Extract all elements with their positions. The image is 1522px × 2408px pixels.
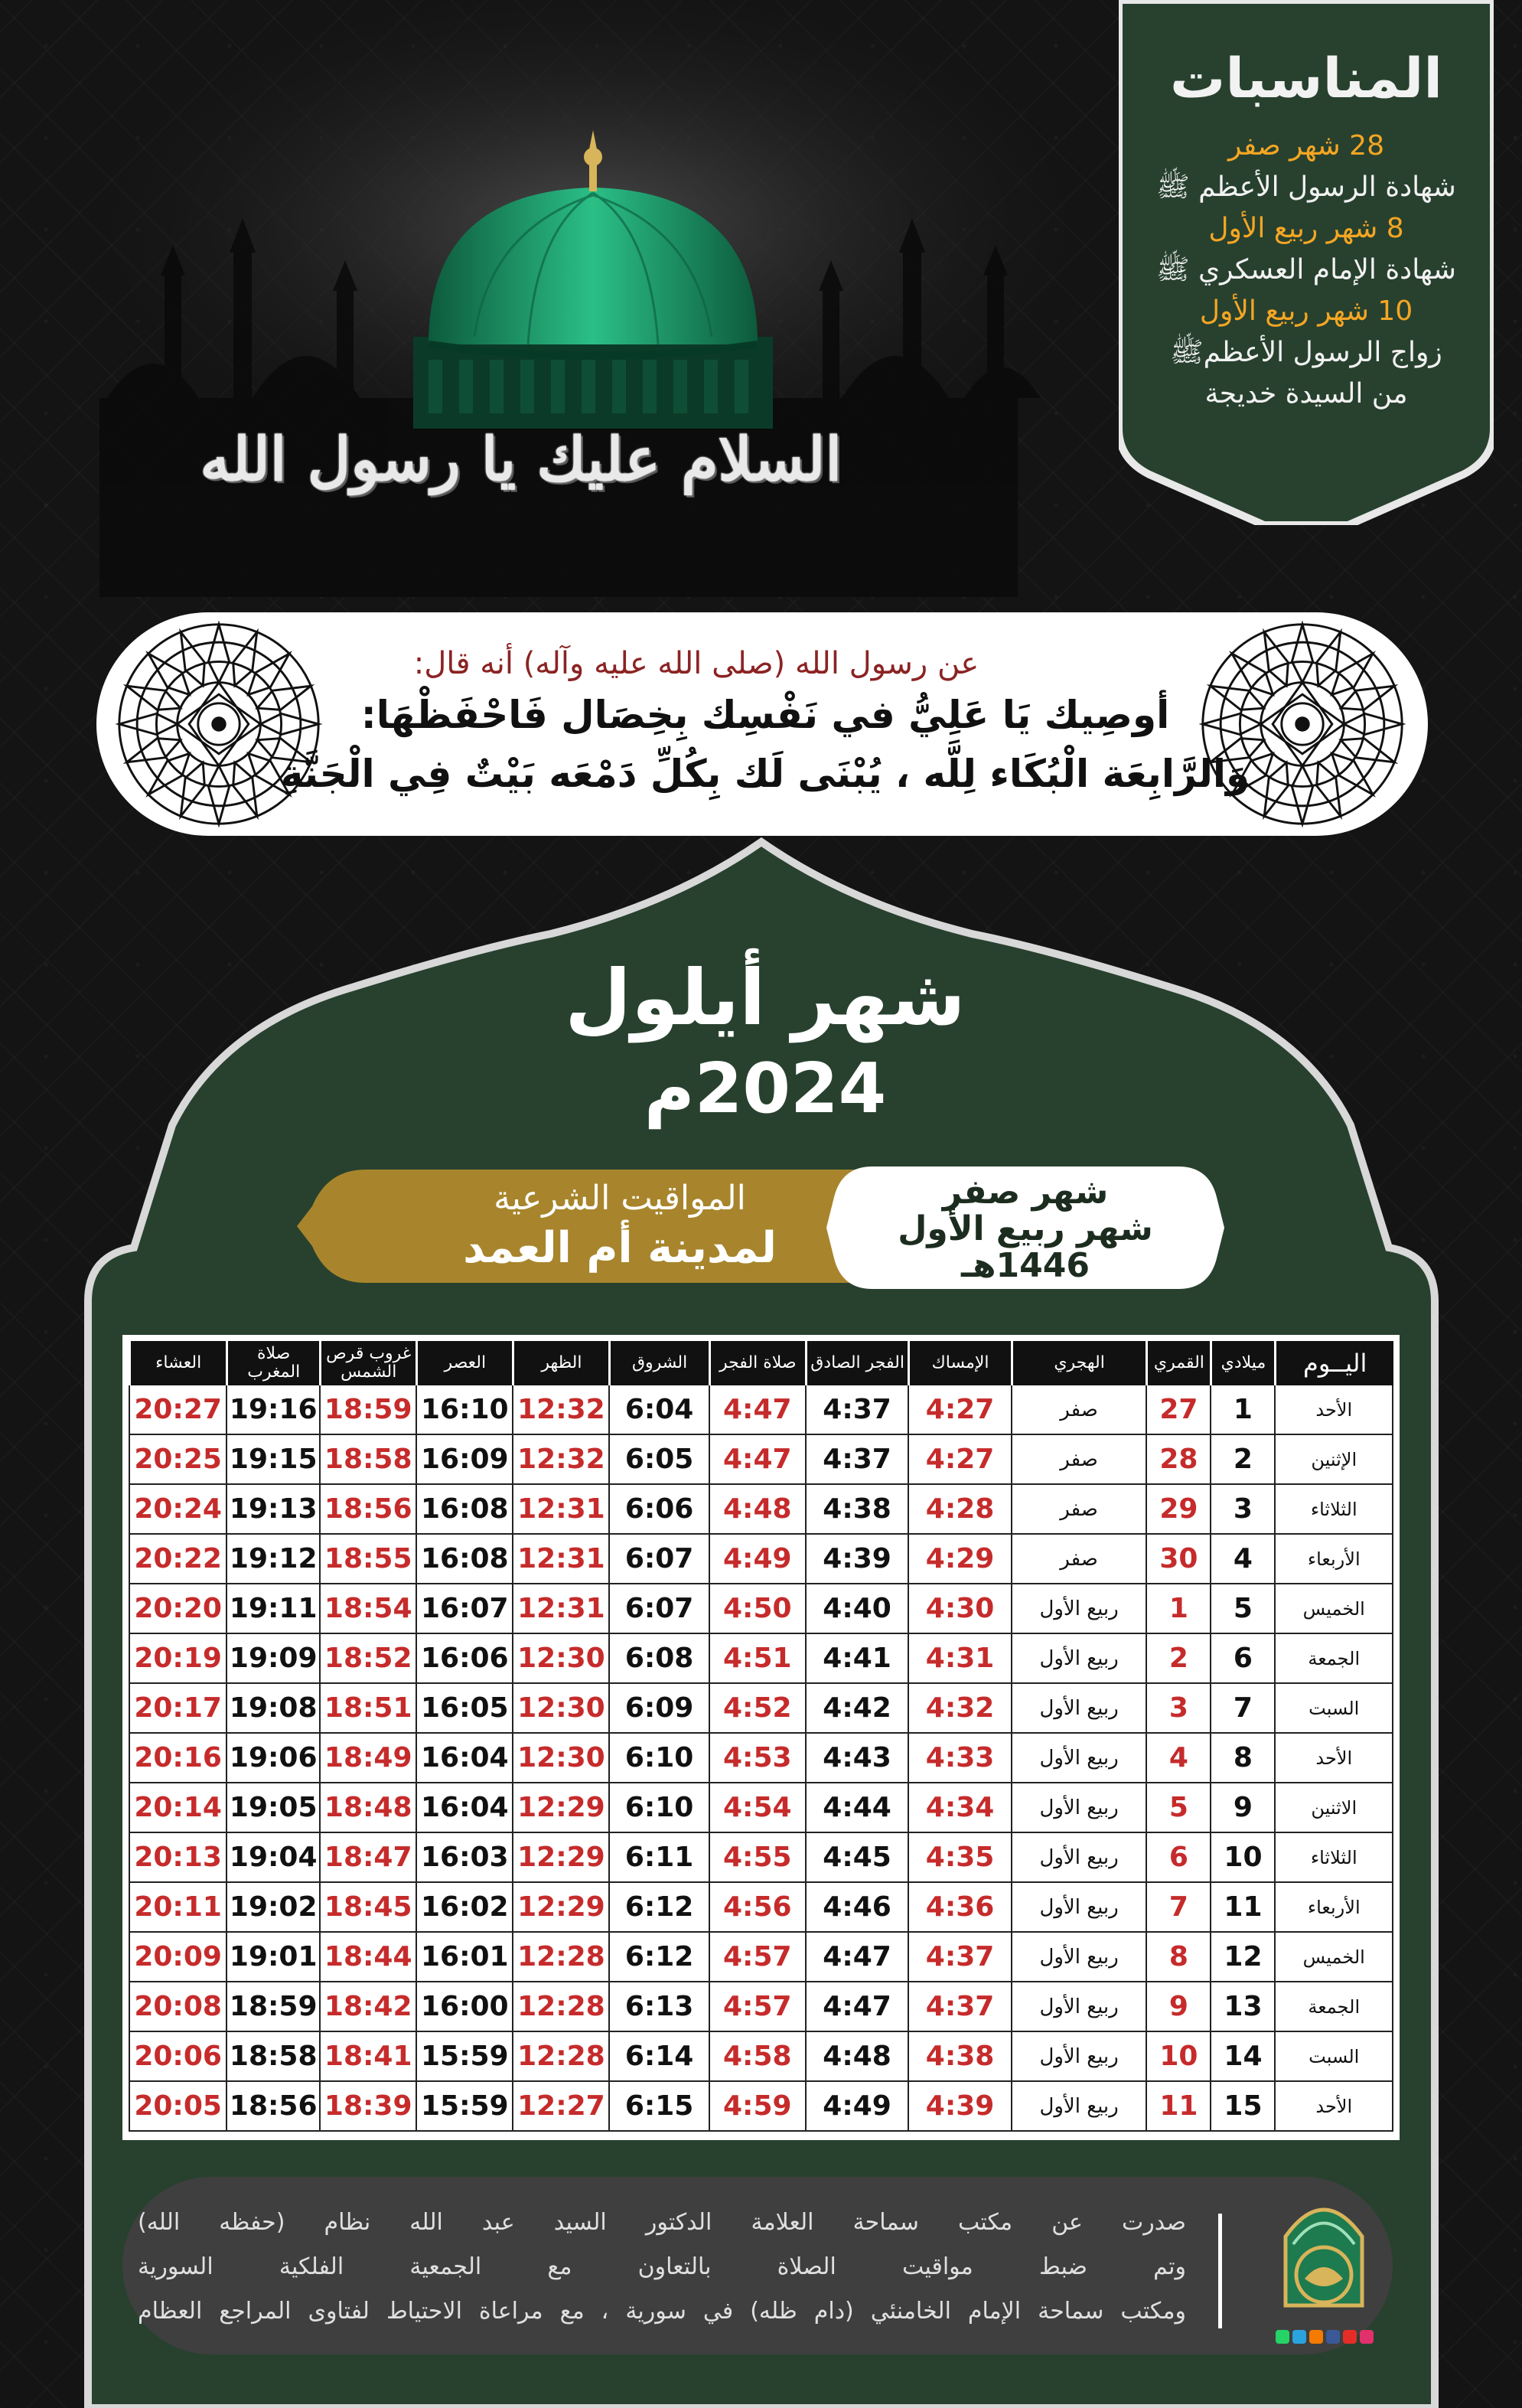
table-row bbox=[129, 1734, 1393, 1783]
cell-sunrise: 6:13 bbox=[608, 1982, 708, 2032]
table-row bbox=[129, 1535, 1393, 1584]
cell-maghrib-prayer: 18:58 bbox=[226, 2032, 319, 2082]
table-row bbox=[129, 1584, 1393, 1634]
social-icons bbox=[1264, 2330, 1385, 2347]
table-row bbox=[129, 1485, 1393, 1535]
cell-isha: 20:13 bbox=[129, 1833, 226, 1883]
cell-sunset: 18:52 bbox=[319, 1634, 416, 1684]
cell-gregorian: 12 bbox=[1210, 1933, 1274, 1982]
cell-dhuhr: 12:29 bbox=[512, 1833, 608, 1883]
instagram-icon[interactable] bbox=[1360, 2330, 1374, 2344]
cell-dhuhr: 12:27 bbox=[512, 2082, 608, 2132]
cell-hijri: ربيع الأول bbox=[1011, 1584, 1146, 1634]
cell-sunrise: 6:10 bbox=[608, 1783, 708, 1833]
cell-fajr-prayer: 4:58 bbox=[709, 2032, 805, 2082]
cell-maghrib-prayer: 19:09 bbox=[226, 1634, 319, 1684]
cell-sunset: 18:56 bbox=[319, 1485, 416, 1535]
cell-true-dawn: 4:38 bbox=[805, 1485, 908, 1535]
cell-fajr-prayer: 4:59 bbox=[709, 2082, 805, 2132]
cell-sunset: 18:54 bbox=[319, 1584, 416, 1634]
header-fajr-prayer: صلاة الفجر bbox=[709, 1341, 805, 1385]
cell-day: الخميس bbox=[1274, 1584, 1393, 1634]
cell-maghrib-prayer: 18:56 bbox=[226, 2082, 319, 2132]
table-row bbox=[129, 1435, 1393, 1485]
cell-imsak: 4:36 bbox=[908, 1883, 1011, 1933]
cell-gregorian: 8 bbox=[1210, 1734, 1274, 1783]
cell-asr: 16:06 bbox=[416, 1634, 512, 1684]
cell-maghrib-prayer: 19:08 bbox=[226, 1684, 319, 1734]
cell-sunset: 18:45 bbox=[319, 1883, 416, 1933]
cell-asr: 16:01 bbox=[416, 1933, 512, 1982]
cell-sunset: 18:41 bbox=[319, 2032, 416, 2082]
cell-lunar: 28 bbox=[1146, 1435, 1210, 1485]
footer-line-2: وتم ضبط مواقيت الصلاة بالتعاون مع الجمعية الفلكية السورية bbox=[138, 2253, 1186, 2280]
hijri-month-1: شهر صفر bbox=[942, 1173, 1109, 1212]
cell-fajr-prayer: 4:53 bbox=[709, 1734, 805, 1783]
cell-sunrise: 6:07 bbox=[608, 1584, 708, 1634]
cell-lunar: 27 bbox=[1146, 1385, 1210, 1435]
cell-hijri: صفر bbox=[1011, 1385, 1146, 1435]
cell-gregorian: 15 bbox=[1210, 2082, 1274, 2132]
occasion-text: شهادة الرسول الأعظم ﷺ bbox=[1156, 171, 1456, 203]
cell-true-dawn: 4:39 bbox=[805, 1535, 908, 1584]
cell-sunrise: 6:07 bbox=[608, 1535, 708, 1584]
header-dhuhr: الظهر bbox=[512, 1341, 608, 1385]
table-row bbox=[129, 1634, 1393, 1684]
cell-asr: 16:02 bbox=[416, 1883, 512, 1933]
cell-hijri: صفر bbox=[1011, 1485, 1146, 1535]
cell-gregorian: 10 bbox=[1210, 1833, 1274, 1883]
table-header-row bbox=[129, 1341, 1393, 1385]
cell-imsak: 4:31 bbox=[908, 1634, 1011, 1684]
year-title: 2024م bbox=[644, 1049, 887, 1129]
cell-lunar: 1 bbox=[1146, 1584, 1210, 1634]
cell-hijri: ربيع الأول bbox=[1011, 1634, 1146, 1684]
header-sunset: غروب قرص الشمس bbox=[319, 1341, 416, 1385]
occasion-date: 28 شهر صفر bbox=[1228, 130, 1384, 162]
cell-day: الأربعاء bbox=[1274, 1883, 1393, 1933]
cell-maghrib-prayer: 18:59 bbox=[226, 1982, 319, 2032]
cell-dhuhr: 12:31 bbox=[512, 1535, 608, 1584]
cell-fajr-prayer: 4:49 bbox=[709, 1535, 805, 1584]
cell-lunar: 6 bbox=[1146, 1833, 1210, 1883]
cell-sunset: 18:51 bbox=[319, 1684, 416, 1734]
occasion-text: شهادة الإمام العسكري ﷺ bbox=[1156, 254, 1456, 286]
cell-true-dawn: 4:46 bbox=[805, 1883, 908, 1933]
header-maghrib-prayer: صلاة المغرب bbox=[226, 1341, 319, 1385]
cell-day: الاثنين bbox=[1274, 1783, 1393, 1833]
cell-lunar: 30 bbox=[1146, 1535, 1210, 1584]
cell-dhuhr: 12:30 bbox=[512, 1634, 608, 1684]
table-row bbox=[129, 1982, 1393, 2032]
cell-sunset: 18:48 bbox=[319, 1783, 416, 1833]
cell-maghrib-prayer: 19:05 bbox=[226, 1783, 319, 1833]
cell-maghrib-prayer: 19:04 bbox=[226, 1833, 319, 1883]
cell-sunset: 18:44 bbox=[319, 1933, 416, 1982]
cell-true-dawn: 4:44 bbox=[805, 1783, 908, 1833]
cell-sunrise: 6:10 bbox=[608, 1734, 708, 1783]
cell-hijri: ربيع الأول bbox=[1011, 1833, 1146, 1883]
cell-fajr-prayer: 4:47 bbox=[709, 1385, 805, 1435]
header-true-dawn: الفجر الصادق bbox=[805, 1341, 908, 1385]
cell-imsak: 4:38 bbox=[908, 2032, 1011, 2082]
cell-maghrib-prayer: 19:16 bbox=[226, 1385, 319, 1435]
cell-sunset: 18:47 bbox=[319, 1833, 416, 1883]
cell-true-dawn: 4:47 bbox=[805, 1933, 908, 1982]
cell-sunrise: 6:08 bbox=[608, 1634, 708, 1684]
cell-maghrib-prayer: 19:15 bbox=[226, 1435, 319, 1485]
cell-asr: 16:03 bbox=[416, 1833, 512, 1883]
cell-sunrise: 6:14 bbox=[608, 2032, 708, 2082]
cell-dhuhr: 12:28 bbox=[512, 1933, 608, 1982]
cell-day: الخميس bbox=[1274, 1933, 1393, 1982]
cell-lunar: 5 bbox=[1146, 1783, 1210, 1833]
cell-dhuhr: 12:28 bbox=[512, 1982, 608, 2032]
cell-fajr-prayer: 4:48 bbox=[709, 1485, 805, 1535]
cell-sunset: 18:42 bbox=[319, 1982, 416, 2032]
occasion-date: 8 شهر ربيع الأول bbox=[1208, 213, 1404, 244]
cell-sunrise: 6:05 bbox=[608, 1435, 708, 1485]
cell-sunrise: 6:06 bbox=[608, 1485, 708, 1535]
cell-isha: 20:14 bbox=[129, 1783, 226, 1833]
cell-asr: 16:08 bbox=[416, 1485, 512, 1535]
cell-asr: 16:04 bbox=[416, 1783, 512, 1833]
header-sunrise: الشروق bbox=[608, 1341, 708, 1385]
cell-day: الأربعاء bbox=[1274, 1535, 1393, 1584]
cell-asr: 16:05 bbox=[416, 1684, 512, 1734]
cell-true-dawn: 4:49 bbox=[805, 2082, 908, 2132]
cell-gregorian: 3 bbox=[1210, 1485, 1274, 1535]
cell-gregorian: 2 bbox=[1210, 1435, 1274, 1485]
hadith-line-1: أوصِيك يَا عَلِيُّ في نَفْسِك بِخِصَال فَاحْفَظْهَا: bbox=[360, 693, 1170, 737]
ribbon-subtitle: المواقيت الشرعية bbox=[494, 1179, 746, 1218]
cell-sunrise: 6:12 bbox=[608, 1933, 708, 1982]
header-imsak: الإمساك bbox=[908, 1341, 1011, 1385]
cell-hijri: ربيع الأول bbox=[1011, 1933, 1146, 1982]
calligraphy-salutation: السلام عليك يا رسول الله bbox=[200, 425, 842, 494]
cell-dhuhr: 12:32 bbox=[512, 1385, 608, 1435]
cell-gregorian: 11 bbox=[1210, 1883, 1274, 1933]
cell-sunrise: 6:12 bbox=[608, 1883, 708, 1933]
cell-imsak: 4:35 bbox=[908, 1833, 1011, 1883]
cell-fajr-prayer: 4:57 bbox=[709, 1933, 805, 1982]
cell-gregorian: 14 bbox=[1210, 2032, 1274, 2082]
cell-true-dawn: 4:37 bbox=[805, 1435, 908, 1485]
hijri-month-2: شهر ربيع الأول bbox=[898, 1209, 1153, 1248]
cell-hijri: صفر bbox=[1011, 1535, 1146, 1584]
cell-true-dawn: 4:47 bbox=[805, 1982, 908, 2032]
cell-sunset: 18:55 bbox=[319, 1535, 416, 1584]
cell-gregorian: 9 bbox=[1210, 1783, 1274, 1833]
cell-isha: 20:27 bbox=[129, 1385, 226, 1435]
cell-true-dawn: 4:48 bbox=[805, 2032, 908, 2082]
header-isha: العشاء bbox=[129, 1341, 226, 1385]
cell-isha: 20:19 bbox=[129, 1634, 226, 1684]
cell-asr: 16:09 bbox=[416, 1435, 512, 1485]
header-lunar: القمري bbox=[1146, 1341, 1210, 1385]
cell-day: الجمعة bbox=[1274, 1634, 1393, 1684]
cell-fajr-prayer: 4:55 bbox=[709, 1833, 805, 1883]
telegram-icon[interactable] bbox=[1292, 2330, 1306, 2344]
facebook-icon[interactable] bbox=[1326, 2330, 1340, 2344]
cell-day: الإثنين bbox=[1274, 1435, 1393, 1485]
cell-isha: 20:09 bbox=[129, 1933, 226, 1982]
cell-maghrib-prayer: 19:02 bbox=[226, 1883, 319, 1933]
occasions-title: المناسبات bbox=[1170, 46, 1442, 110]
cell-day: الثلاثاء bbox=[1274, 1485, 1393, 1535]
cell-imsak: 4:27 bbox=[908, 1435, 1011, 1485]
cell-hijri: ربيع الأول bbox=[1011, 1684, 1146, 1734]
table-row bbox=[129, 1933, 1393, 1982]
cell-imsak: 4:32 bbox=[908, 1684, 1011, 1734]
cell-day: السبت bbox=[1274, 2032, 1393, 2082]
cell-asr: 16:07 bbox=[416, 1584, 512, 1634]
cell-hijri: ربيع الأول bbox=[1011, 1734, 1146, 1783]
cell-sunset: 18:39 bbox=[319, 2082, 416, 2132]
cell-gregorian: 5 bbox=[1210, 1584, 1274, 1634]
cell-isha: 20:25 bbox=[129, 1435, 226, 1485]
cell-dhuhr: 12:32 bbox=[512, 1435, 608, 1485]
mosque-dome-illustration bbox=[0, 0, 1110, 597]
table-row bbox=[129, 2082, 1393, 2132]
cell-hijri: ربيع الأول bbox=[1011, 1883, 1146, 1933]
cell-isha: 20:05 bbox=[129, 2082, 226, 2132]
cell-lunar: 11 bbox=[1146, 2082, 1210, 2132]
cell-isha: 20:22 bbox=[129, 1535, 226, 1584]
occasions-panel bbox=[1119, 46, 1494, 415]
cell-asr: 15:59 bbox=[416, 2032, 512, 2082]
cell-lunar: 3 bbox=[1146, 1684, 1210, 1734]
cell-dhuhr: 12:30 bbox=[512, 1684, 608, 1734]
table-row bbox=[129, 2032, 1393, 2082]
cell-gregorian: 7 bbox=[1210, 1684, 1274, 1734]
cell-isha: 20:24 bbox=[129, 1485, 226, 1535]
cell-isha: 20:16 bbox=[129, 1734, 226, 1783]
cell-asr: 16:10 bbox=[416, 1385, 512, 1435]
cell-maghrib-prayer: 19:11 bbox=[226, 1584, 319, 1634]
cell-gregorian: 1 bbox=[1210, 1385, 1274, 1435]
cell-imsak: 4:28 bbox=[908, 1485, 1011, 1535]
cell-fajr-prayer: 4:47 bbox=[709, 1435, 805, 1485]
cell-fajr-prayer: 4:51 bbox=[709, 1634, 805, 1684]
table-row bbox=[129, 1385, 1393, 1435]
youtube-icon[interactable] bbox=[1343, 2330, 1357, 2344]
occasion-date: 10 شهر ربيع الأول bbox=[1199, 295, 1413, 327]
cell-gregorian: 6 bbox=[1210, 1634, 1274, 1684]
cell-day: الثلاثاء bbox=[1274, 1833, 1393, 1883]
cell-day: الأحد bbox=[1274, 1385, 1393, 1435]
header-day: اليــوم bbox=[1274, 1341, 1393, 1385]
occasion-text: من السيدة خديجة bbox=[1204, 378, 1408, 409]
footer-divider bbox=[1218, 2214, 1222, 2328]
cell-sunrise: 6:15 bbox=[608, 2082, 708, 2132]
cell-fajr-prayer: 4:54 bbox=[709, 1783, 805, 1833]
cell-imsak: 4:29 bbox=[908, 1535, 1011, 1584]
header-asr: العصر bbox=[416, 1341, 512, 1385]
cell-maghrib-prayer: 19:01 bbox=[226, 1933, 319, 1982]
cell-imsak: 4:34 bbox=[908, 1783, 1011, 1833]
cell-maghrib-prayer: 19:12 bbox=[226, 1535, 319, 1584]
cell-dhuhr: 12:29 bbox=[512, 1883, 608, 1933]
table-body bbox=[129, 1385, 1393, 2132]
cell-true-dawn: 4:37 bbox=[805, 1385, 908, 1435]
cell-lunar: 29 bbox=[1146, 1485, 1210, 1535]
cell-imsak: 4:37 bbox=[908, 1933, 1011, 1982]
table-row bbox=[129, 1833, 1393, 1883]
cell-sunrise: 6:11 bbox=[608, 1833, 708, 1883]
cell-maghrib-prayer: 19:06 bbox=[226, 1734, 319, 1783]
cell-dhuhr: 12:31 bbox=[512, 1485, 608, 1535]
cell-isha: 20:11 bbox=[129, 1883, 226, 1933]
office-logo bbox=[1270, 2191, 1377, 2328]
cell-lunar: 7 bbox=[1146, 1883, 1210, 1933]
cell-true-dawn: 4:43 bbox=[805, 1734, 908, 1783]
cell-imsak: 4:39 bbox=[908, 2082, 1011, 2132]
cell-dhuhr: 12:31 bbox=[512, 1584, 608, 1634]
cell-isha: 20:20 bbox=[129, 1584, 226, 1634]
ribbon-city: لمدينة أم العمد bbox=[463, 1223, 777, 1273]
cell-gregorian: 4 bbox=[1210, 1535, 1274, 1584]
cell-lunar: 10 bbox=[1146, 2032, 1210, 2082]
cell-dhuhr: 12:28 bbox=[512, 2032, 608, 2082]
cell-fajr-prayer: 4:57 bbox=[709, 1982, 805, 2032]
cell-true-dawn: 4:41 bbox=[805, 1634, 908, 1684]
cell-day: الأحد bbox=[1274, 2082, 1393, 2132]
footer-line-3: ومكتب سماحة الإمام الخامنئي (دام ظله) في سورية ، مع مراعاة الاحتياط لفتاوى المراجع العظام bbox=[138, 2298, 1186, 2325]
prayer-times-table-container bbox=[122, 1335, 1400, 2140]
footer-line-1: صدرت عن مكتب سماحة العلامة الدكتور السيد عبد الله نظام (حفظه الله) bbox=[138, 2209, 1186, 2236]
cell-asr: 15:59 bbox=[416, 2082, 512, 2132]
cell-fajr-prayer: 4:50 bbox=[709, 1584, 805, 1634]
hadith-line-2: وَالرَّابِعَة الْبُكَاء لِلَّه ، يُبْنَى لَك بِكُلِّ دَمْعَه بَيْتٌ فِي الْجَنَّةِ bbox=[280, 752, 1250, 796]
cell-isha: 20:17 bbox=[129, 1684, 226, 1734]
hijri-year: 1446هـ bbox=[960, 1246, 1090, 1285]
header-hijri: الهجري bbox=[1011, 1341, 1146, 1385]
cell-day: السبت bbox=[1274, 1684, 1393, 1734]
cell-asr: 16:08 bbox=[416, 1535, 512, 1584]
month-title: شهر أيلول bbox=[565, 953, 966, 1042]
cell-day: الأحد bbox=[1274, 1734, 1393, 1783]
cell-true-dawn: 4:40 bbox=[805, 1584, 908, 1634]
cell-hijri: ربيع الأول bbox=[1011, 2082, 1146, 2132]
cell-maghrib-prayer: 19:13 bbox=[226, 1485, 319, 1535]
cell-asr: 16:00 bbox=[416, 1982, 512, 2032]
cell-imsak: 4:37 bbox=[908, 1982, 1011, 2032]
hadith-intro: عن رسول الله (صلى الله عليه وآله) أنه قال: bbox=[413, 646, 979, 681]
cell-imsak: 4:27 bbox=[908, 1385, 1011, 1435]
cell-gregorian: 13 bbox=[1210, 1982, 1274, 2032]
table-row bbox=[129, 1684, 1393, 1734]
cell-dhuhr: 12:30 bbox=[512, 1734, 608, 1783]
cell-sunset: 18:59 bbox=[319, 1385, 416, 1435]
whatsapp-icon[interactable] bbox=[1276, 2330, 1289, 2344]
cell-isha: 20:08 bbox=[129, 1982, 226, 2032]
cell-true-dawn: 4:45 bbox=[805, 1833, 908, 1883]
prayer-times-table bbox=[129, 1341, 1393, 2132]
cell-sunset: 18:49 bbox=[319, 1734, 416, 1783]
cell-hijri: ربيع الأول bbox=[1011, 2032, 1146, 2082]
occasion-text: زواج الرسول الأعظمﷺ bbox=[1170, 337, 1442, 368]
table-row bbox=[129, 1783, 1393, 1833]
cell-lunar: 4 bbox=[1146, 1734, 1210, 1783]
cell-lunar: 8 bbox=[1146, 1933, 1210, 1982]
cell-dhuhr: 12:29 bbox=[512, 1783, 608, 1833]
cell-day: الجمعة bbox=[1274, 1982, 1393, 2032]
cell-hijri: ربيع الأول bbox=[1011, 1982, 1146, 2032]
cell-lunar: 9 bbox=[1146, 1982, 1210, 2032]
cell-fajr-prayer: 4:52 bbox=[709, 1684, 805, 1734]
cell-isha: 20:06 bbox=[129, 2032, 226, 2082]
cell-fajr-prayer: 4:56 bbox=[709, 1883, 805, 1933]
cell-sunset: 18:58 bbox=[319, 1435, 416, 1485]
cell-true-dawn: 4:42 bbox=[805, 1684, 908, 1734]
cell-asr: 16:04 bbox=[416, 1734, 512, 1783]
cell-sunrise: 6:04 bbox=[608, 1385, 708, 1435]
cell-imsak: 4:30 bbox=[908, 1584, 1011, 1634]
cell-hijri: ربيع الأول bbox=[1011, 1783, 1146, 1833]
header-gregorian: ميلادي bbox=[1210, 1341, 1274, 1385]
cell-hijri: صفر bbox=[1011, 1435, 1146, 1485]
cell-sunrise: 6:09 bbox=[608, 1684, 708, 1734]
soundcloud-icon[interactable] bbox=[1309, 2330, 1323, 2344]
table-row bbox=[129, 1883, 1393, 1933]
cell-lunar: 2 bbox=[1146, 1634, 1210, 1684]
cell-imsak: 4:33 bbox=[908, 1734, 1011, 1783]
